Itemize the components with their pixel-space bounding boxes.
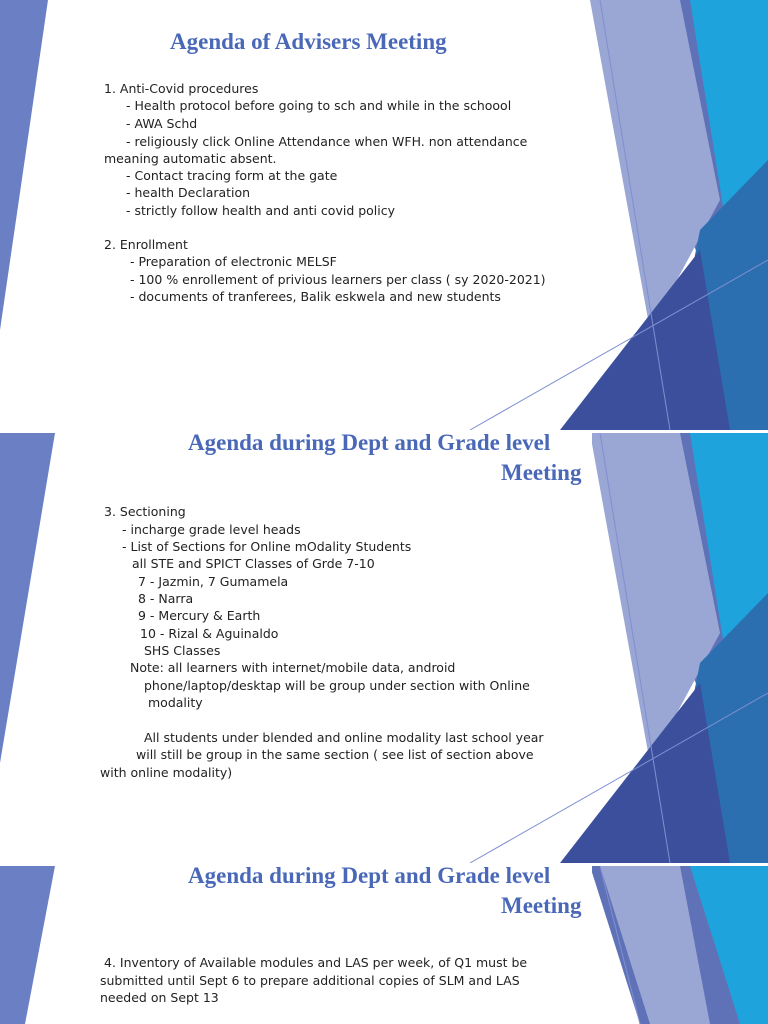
slide-title-line-2: Meeting	[501, 893, 582, 918]
text-line: - religiously click Online Attendance when WFH. non attendance	[126, 134, 528, 149]
slide-decoration	[0, 433, 768, 863]
slide-title-line-1: Agenda during Dept and Grade level	[188, 866, 551, 888]
text-line: - documents of tranferees, Balik eskwela and new students	[130, 289, 501, 304]
text-line: needed on Sept 13	[100, 990, 219, 1005]
text-line: 1. Anti-Covid procedures	[104, 81, 259, 96]
text-line: - strictly follow health and anti covid policy	[126, 203, 396, 218]
text-line: 3. Sectioning	[104, 504, 186, 519]
text-line: 10 - Rizal & Aguinaldo	[140, 626, 279, 641]
slide-title-line-2: Meeting	[501, 460, 582, 485]
text-line: will still be group in the same section ( see list of section above	[136, 747, 534, 762]
text-line: - Preparation of electronic MELSF	[130, 254, 337, 269]
text-line: - health Declaration	[126, 185, 251, 200]
text-line: 4. Inventory of Available modules and LAS per week, of Q1 must be	[104, 955, 528, 970]
text-line: - 100 % enrollement of privious learners per class ( sy 2020-2021)	[130, 272, 546, 287]
slide-3	[0, 866, 768, 1024]
text-line: 2. Enrollment	[104, 237, 188, 252]
text-line: - Contact tracing form at the gate	[126, 168, 338, 183]
text-line: all STE and SPICT Classes of Grde 7-10	[132, 556, 375, 571]
text-line: SHS Classes	[144, 643, 221, 658]
slide-2	[0, 433, 768, 863]
text-line: All students under blended and online modality last school year	[144, 730, 544, 745]
left-accent-triangle	[0, 0, 48, 330]
left-accent-triangle	[0, 866, 55, 1024]
text-line: 8 - Narra	[138, 591, 194, 606]
text-line: - Health protocol before going to sch and while in the schoool	[126, 98, 512, 113]
text-line: - incharge grade level heads	[122, 522, 301, 537]
text-line: meaning automatic absent.	[104, 151, 277, 166]
text-line: phone/laptop/desktap will be group under section with Online	[144, 678, 530, 693]
slide-title-line-1: Agenda during Dept and Grade level	[188, 433, 551, 455]
text-line: - List of Sections for Online mOdality Students	[122, 539, 412, 554]
text-line: - AWA Schd	[126, 116, 198, 131]
left-accent-triangle	[0, 433, 55, 763]
text-line: Note: all learners with internet/mobile data, android	[130, 660, 456, 675]
text-line: modality	[148, 695, 203, 710]
slide-title: Agenda of Advisers Meeting	[170, 29, 447, 54]
text-line: 7 - Jazmin, 7 Gumamela	[138, 574, 289, 589]
slide-1	[0, 0, 768, 430]
text-line: with online modality)	[100, 765, 233, 780]
text-line: submitted until Sept 6 to prepare additional copies of SLM and LAS	[100, 973, 520, 988]
text-line: 9 - Mercury & Earth	[138, 608, 261, 623]
